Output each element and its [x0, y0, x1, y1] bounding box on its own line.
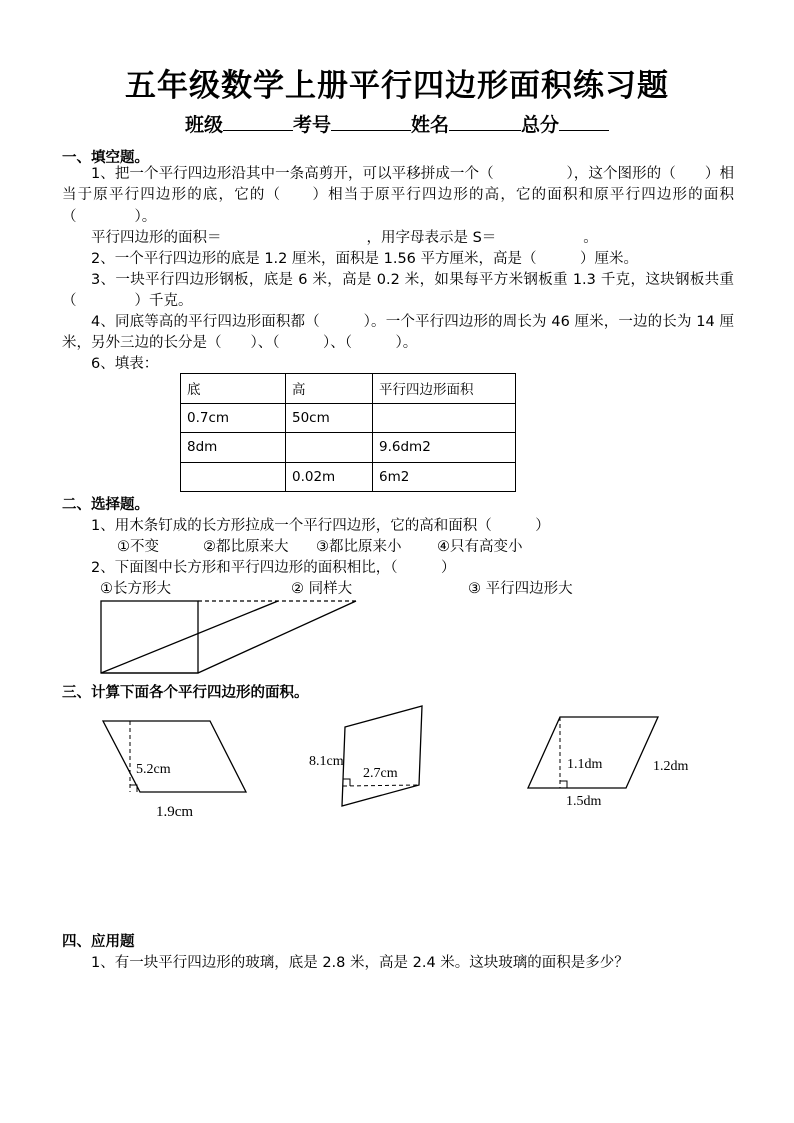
- question-1-4: 4、同底等高的平行四边形面积都（ ）。一个平行四边形的周长为 46 厘米，一边的长为 14 厘米，另外三边的长分是（ ）、（ ）、（ ）。: [62, 314, 734, 352]
- section4-heading: 四、应用题: [62, 934, 135, 950]
- option-2-1-c: ③都比原来小: [316, 539, 402, 555]
- parallelogram-left-side: [101, 601, 278, 673]
- fig3-base-label: 1.5dm: [566, 794, 602, 809]
- parallelogram-figure-3: [528, 717, 689, 809]
- fig2-height-label: 2.7cm: [363, 766, 398, 781]
- section2-heading: 二、选择题。: [62, 497, 149, 513]
- total-label: 总分: [521, 114, 560, 136]
- fig3-height-label: 1.1dm: [567, 757, 603, 772]
- option-2-1-b: ②都比原来大: [203, 539, 289, 555]
- table-header-cell: 高: [286, 374, 373, 404]
- question-2-2: 2、下面图中长方形和平行四边形的面积相比，（ ）: [91, 560, 456, 576]
- parallelogram-3-shape: [528, 717, 658, 788]
- table-cell: 6m2: [373, 462, 516, 492]
- option-2-2-c: ③ 平行四边形大: [468, 581, 573, 597]
- right-angle-2-mark: [343, 779, 350, 786]
- option-2-1-a: ①不变: [117, 539, 159, 555]
- table-cell: 0.7cm: [181, 403, 286, 433]
- table-cell: 9.6dm2: [373, 433, 516, 463]
- rectangle-shape: [101, 601, 198, 673]
- parallelogram-figure-1: [103, 721, 246, 820]
- parallelogram-1-shape: [103, 721, 246, 792]
- exam-no-label: 考号: [292, 114, 331, 136]
- parallelogram-2-shape: [342, 706, 422, 806]
- table-header-cell: 平行四边形面积: [373, 374, 516, 404]
- table-cell: 8dm: [181, 433, 286, 463]
- section3-heading: 三、计算下面各个平行四边形的面积。: [62, 685, 309, 701]
- question-1-6: 6、填表：: [91, 356, 159, 372]
- fig3-side-label: 1.2dm: [653, 759, 689, 774]
- table-cell: 0.02m: [286, 462, 373, 492]
- option-2-2-a: ①长方形大: [100, 581, 171, 597]
- page-title: 五年级数学上册平行四边形面积练习题: [125, 68, 669, 104]
- question-1-3: 3、一块平行四边形钢板，底是 6 米，高是 0.2 米，如果每平方米钢板重 1.3 千克，这块钢板共重（ ）千克。: [62, 272, 734, 310]
- fig1-height-label: 5.2cm: [136, 762, 171, 777]
- name-label: 姓名: [411, 114, 450, 136]
- table-header-cell: 底: [181, 374, 286, 404]
- class-label: 班级: [184, 114, 223, 136]
- parallelogram-figure-2: [309, 706, 422, 806]
- parallelogram-right-side: [198, 601, 356, 673]
- question-4-1: 1、有一块平行四边形的玻璃，底是 2.8 米，高是 2.4 米。这块玻璃的面积是多少？: [91, 955, 629, 971]
- question-2-1: 1、用木条钉成的长方形拉成一个平行四边形，它的高和面积（ ）: [91, 518, 550, 534]
- question-1-1: 1、把一个平行四边形沿其中一条高剪开，可以平移拼成一个（ ），这个图形的（ ）相当于原平行四边形的底，它的（ ）相当于原平行四边形的高，它的面积和原平行四边形的面积（ ）。: [62, 166, 734, 225]
- table-cell: 50cm: [286, 403, 373, 433]
- option-2-2-b: ② 同样大: [291, 581, 353, 597]
- question-1-1b: 平行四边形的面积＝ ，用字母表示是 S＝ 。: [91, 230, 598, 246]
- right-angle-1-mark: [130, 785, 137, 792]
- section1-heading: 一、填空题。: [62, 150, 149, 166]
- option-2-1-d: ④只有高变小: [437, 539, 523, 555]
- fig2-side-label: 8.1cm: [309, 754, 344, 769]
- fig1-base-label: 1.9cm: [156, 804, 194, 820]
- right-angle-3-mark: [560, 781, 567, 788]
- question-1-2: 2、一个平行四边形的底是 1.2 厘米，面积是 1.56 平方厘米，高是（ ）厘米。: [91, 251, 639, 267]
- height-2-line: [343, 785, 419, 786]
- rect-vs-parallelogram-figure: [101, 601, 356, 673]
